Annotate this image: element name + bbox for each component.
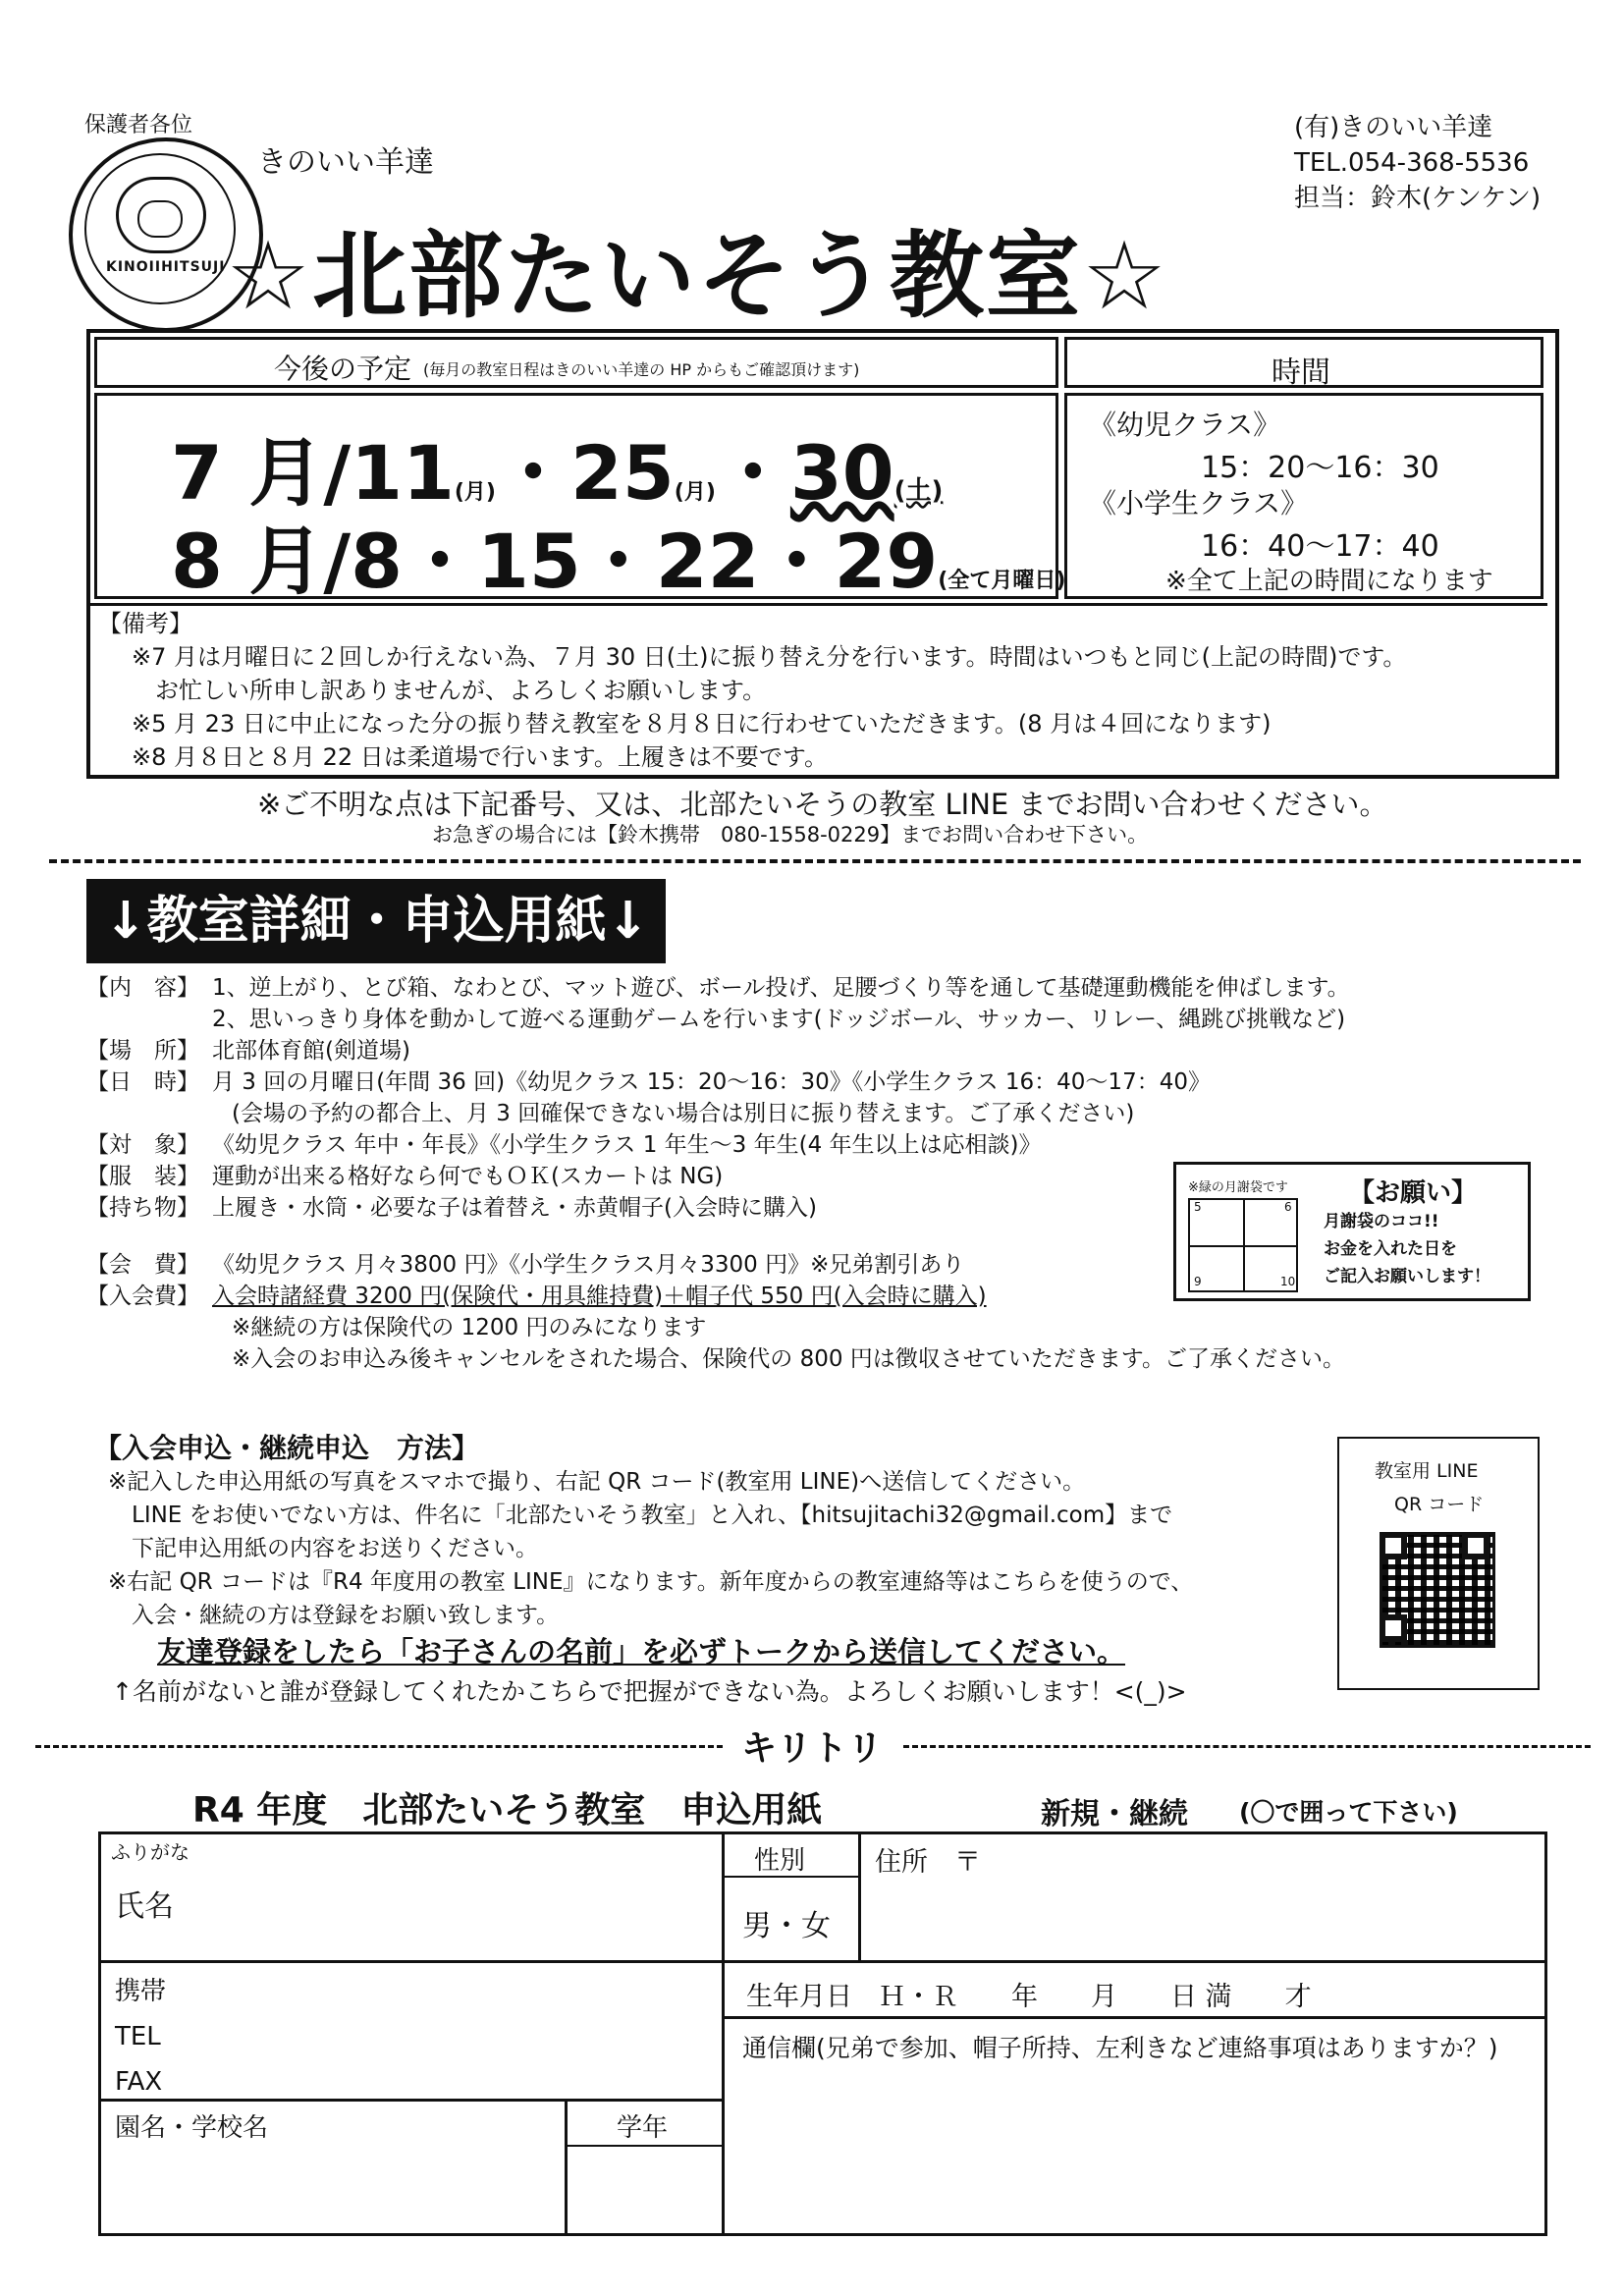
class-infant-time: 15：20～16：30 <box>1201 451 1439 485</box>
onegai-box <box>1173 1162 1531 1301</box>
onegai-title: 【お願い】 <box>1349 1178 1478 1208</box>
july-sep2: ・ <box>715 429 790 517</box>
detail-text: 北部体育館(剣道場) <box>212 1038 410 1064</box>
july-sep1: ・ <box>496 429 570 517</box>
july-d1: 11 <box>351 429 455 517</box>
envelope-n10: 10 <box>1280 1275 1296 1288</box>
contact-tel: TEL.054-368-5536 <box>1294 148 1530 178</box>
entry-note-2: ※入会のお申込み後キャンセルをされた場合、保険代の 800 円は徴収させていただきます。ご了承ください。 <box>232 1346 1345 1372</box>
detail-text: 《幼児クラス 年中・年長》《小学生クラス 1 年生～3 年生(4 年生以上は応相談)》 <box>212 1132 1042 1158</box>
detail-label: 【対 象】 <box>86 1132 199 1158</box>
detail-text: 1、逆上がり、とび箱、なわとび、マット遊び、ボール投げ、足腰づくり等を通して基礎運動機能を伸ばします。 <box>212 975 1350 1001</box>
cut-label: キリトリ <box>741 1728 884 1769</box>
remarks <box>98 607 1406 774</box>
remark-3: ※5 月 23 日に中止になった分の振り替え教室を８月８日に行わせていただきます。(8 月は４回になります) <box>132 710 1272 738</box>
apply-line-2: LINE をお使いでない方は、件名に「北部たいそう教室」と入れ、【hitsujitachi32@gmail.com】まで <box>132 1503 1173 1528</box>
july-d1-day: (月) <box>454 480 496 505</box>
onegai-small: ※緑の月謝袋です <box>1188 1180 1288 1195</box>
grade-label: 学年 <box>617 2113 669 2143</box>
onegai-text <box>1324 1208 1490 1290</box>
fee-label: 【会 費】 <box>86 1252 199 1278</box>
time-heading: 時間 <box>1272 355 1330 390</box>
recipient: 保護者各位 <box>84 113 193 137</box>
mobile-label: 携帯 <box>115 1977 167 2006</box>
separator-line <box>49 859 1581 863</box>
detail-label: 【服 装】 <box>86 1164 199 1189</box>
august-dates: 8・15・22・29 <box>351 518 939 605</box>
remark-1: ※7 月は月曜日に２回しか行えない為、７月 30 日(土)に振り替え分を行います。時間はいつもと同じ(上記の時間)です。 <box>132 643 1407 671</box>
cut-line-right <box>903 1745 1591 1748</box>
apply-line-4: ※右記 QR コードは『R4 年度用の教室 LINE』になります。新年度からの教室連絡等はこちらを使うので、 <box>108 1569 1194 1595</box>
august-note: (全て月曜日) <box>938 569 1066 593</box>
form-type: 新規・継続 <box>1041 1797 1188 1831</box>
company-small: きのいい羊達 <box>257 145 434 180</box>
apply-lines <box>108 1465 1193 1632</box>
dates-cell <box>94 393 1066 605</box>
august-month: 8 月/ <box>171 518 352 605</box>
july-month: 7 月/ <box>171 429 352 517</box>
page-title: ☆北部たいそう教室☆ <box>226 221 1169 331</box>
july-d3: 30 <box>789 429 894 517</box>
envelope-n6: 6 <box>1284 1200 1292 1214</box>
schedule-heading-note: (毎月の教室日程はきのいい羊達の HP からもご確認頂けます) <box>423 360 860 379</box>
gender-cell[interactable] <box>722 1831 861 1963</box>
fee-text: 《幼児クラス 月々3800 円》《小学生クラス月々3300 円》※兄弟割引あり <box>212 1252 965 1278</box>
contact-block <box>1294 110 1541 216</box>
sheep-face-icon <box>137 200 183 238</box>
time-heading-cell <box>1064 337 1543 388</box>
details-banner: ↓教室詳細・申込用紙↓ <box>86 879 666 963</box>
contact-org: (有)きのいい羊達 <box>1294 113 1493 142</box>
logo-text: KINOIIHITSUJI <box>106 259 226 275</box>
detail-label: 【日 時】 <box>86 1069 199 1095</box>
apply-footer: ↑名前がないと誰が登録してくれたかこちらで把握ができない為。よろしくお願いします！<(_)> <box>112 1677 1187 1706</box>
detail-text: (会場の予約の都合上、月 3 回確保できない場合は別日に振り替えます。ご了承ください) <box>232 1101 1135 1126</box>
onegai-line-2: お金を入れた日を <box>1324 1239 1457 1259</box>
notes-cell[interactable] <box>722 2016 1547 2236</box>
envelope-n5: 5 <box>1194 1200 1202 1214</box>
contact-labels <box>115 1969 166 2105</box>
detail-text: 月 3 回の月曜日(年間 36 回)《幼児クラス 15：20～16：30》《小学生クラス 16：40～17：40》 <box>212 1069 1211 1095</box>
apply-line-3: 下記申込用紙の内容をお送りください。 <box>132 1536 538 1561</box>
detail-text: 上履き・水筒・必要な子は着替え・赤黄帽子(入会時に購入) <box>212 1195 817 1221</box>
gender-options: 男・女 <box>742 1909 831 1943</box>
apply-line-5: 入会・継続の方は登録をお願い致します。 <box>132 1603 560 1628</box>
gender-label: 性別 <box>754 1846 806 1876</box>
school-label: 園名・学校名 <box>115 2113 269 2143</box>
remark-2: お忙しい所申し訳ありませんが、よろしくお願いします。 <box>155 677 767 704</box>
apply-title: 【入会申込・継続申込 方法】 <box>94 1432 480 1464</box>
name-label: 氏名 <box>115 1889 174 1924</box>
envelope-diagram <box>1188 1198 1298 1292</box>
envelope-n9: 9 <box>1194 1275 1202 1288</box>
apply-emphasis: 友達登録をしたら「お子さんの名前」を必ずトークから送信してください。 <box>157 1635 1126 1668</box>
entry-label: 【入会費】 <box>86 1284 199 1309</box>
qr-label-1: 教室用 LINE <box>1375 1460 1479 1482</box>
urgent-contact: お急ぎの場合には【鈴木携帯 080-1558-0229】までお問い合わせ下さい。 <box>432 823 1149 847</box>
remarks-title: 【備考】 <box>98 610 192 637</box>
detail-label: 【場 所】 <box>86 1038 199 1064</box>
contact-cell[interactable] <box>98 1960 725 2102</box>
birth-cell[interactable] <box>722 1960 1547 2019</box>
grade-cell[interactable] <box>565 2099 725 2236</box>
detail-text: 2、思いっきり身体を動かして遊べる運動ゲームを行います(ドッジボール、サッカー、リレー、縄跳び挑戦など) <box>212 1007 1346 1032</box>
remark-4: ※8 月８日と８月 22 日は柔道場で行います。上履きは不要です。 <box>132 743 828 771</box>
times-note: ※全て上記の時間になります <box>1165 567 1493 596</box>
tel-label: TEL <box>115 2022 161 2051</box>
birth-label: 生年月日 Ｈ・Ｒ 年 月 日 満 才 <box>746 1982 1312 2012</box>
apply-line-1: ※記入した申込用紙の写真をスマホで撮り、右記 QR コード(教室用 LINE)へ送信してください。 <box>108 1469 1086 1495</box>
july-d2: 25 <box>570 429 675 517</box>
notes-label: 通信欄(兄弟で参加、帽子所持、左利きなど連絡事項はありますか？) <box>742 2034 1498 2062</box>
entry-text: 入会時諸経費 3200 円(保険代・用具維持費)＋帽子代 550 円(入会時に購入) <box>212 1284 987 1309</box>
times-cell <box>1064 393 1543 599</box>
detail-label: 【持ち物】 <box>86 1195 199 1221</box>
cut-line-left <box>35 1745 723 1748</box>
detail-text: 運動が出来る格好なら何でもＯＫ(スカートは NG) <box>212 1164 724 1189</box>
form-type-note: (〇で囲って下さい) <box>1239 1798 1458 1827</box>
entry-note-1: ※継続の方は保険代の 1200 円のみになります <box>232 1315 707 1340</box>
july-d2-day: (月) <box>674 480 716 505</box>
class-infant-label: 《幼児クラス》 <box>1089 409 1281 441</box>
address-cell[interactable] <box>858 1831 1547 1963</box>
schedule-heading-cell <box>94 337 1058 388</box>
schedule-heading: 今後の予定 <box>274 353 412 385</box>
form-title: R4 年度 北部たいそう教室 申込用紙 <box>192 1790 823 1831</box>
furigana-label: ふりがな <box>111 1840 189 1864</box>
class-elementary-time: 16：40～17：40 <box>1201 529 1439 564</box>
detail-label: 【内 容】 <box>86 975 199 1001</box>
inquiry-text: ※ご不明な点は下記番号、又は、北部たいそうの教室 LINE までお問い合わせください。 <box>257 788 1388 821</box>
school-cell[interactable] <box>98 2099 568 2236</box>
dates-line-august <box>171 502 1065 609</box>
name-cell[interactable] <box>98 1831 725 1963</box>
qr-label-2: QR コード <box>1394 1494 1485 1515</box>
contact-person: 担当：鈴木(ケンケン) <box>1294 184 1542 213</box>
class-elementary-label: 《小学生クラス》 <box>1089 487 1309 519</box>
details-list <box>86 972 1350 1375</box>
address-label: 住所 〒 <box>875 1847 981 1878</box>
fax-label: FAX <box>115 2067 163 2097</box>
onegai-line-1: 月謝袋のココ!! <box>1324 1212 1439 1231</box>
onegai-line-3: ご記入お願いします！ <box>1324 1267 1490 1286</box>
july-d3-day: (土) <box>893 476 944 506</box>
